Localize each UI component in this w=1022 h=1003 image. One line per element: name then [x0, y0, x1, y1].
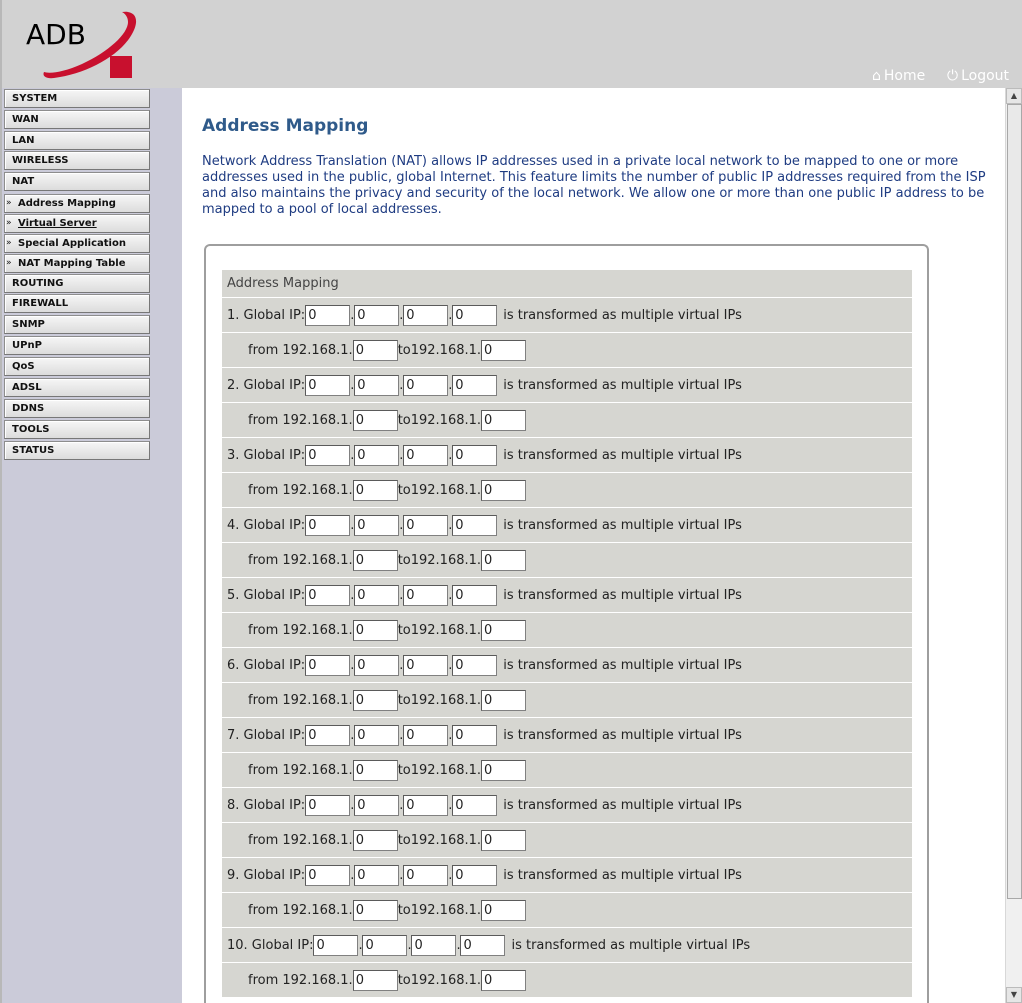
global-ip-2-octet-1-input[interactable] — [305, 375, 350, 396]
submenu-arrow-icon: » — [6, 218, 12, 228]
ip-dot-separator: . — [448, 447, 453, 463]
local-range-8-from-input[interactable] — [353, 830, 398, 851]
local-range-1-from-input[interactable] — [353, 340, 398, 361]
to-label: to192.168.1. — [397, 482, 482, 498]
global-ip-row-3 — [222, 438, 912, 473]
from-label: from 192.168.1. — [248, 342, 353, 358]
sidebar-item-virtual-server[interactable] — [4, 214, 150, 233]
local-range-2-to-input[interactable] — [481, 410, 526, 431]
global-ip-4-octet-4-input[interactable] — [452, 515, 497, 536]
global-ip-label: 7. Global IP: — [227, 727, 306, 743]
local-range-row-9 — [222, 893, 912, 928]
local-range-3-to-input[interactable] — [481, 480, 526, 501]
sidebar-item-label: WAN — [12, 114, 39, 125]
global-ip-5-octet-1-input[interactable] — [305, 585, 350, 606]
sidebar-item-system[interactable] — [4, 89, 150, 108]
from-label: from 192.168.1. — [248, 692, 353, 708]
svg-text:ADB: ADB — [26, 18, 86, 51]
ip-dot-separator: . — [350, 587, 355, 603]
ip-dot-separator: . — [399, 797, 404, 813]
ip-dot-separator: . — [448, 307, 453, 323]
global-ip-label: 5. Global IP: — [227, 587, 306, 603]
address-mapping-table — [222, 270, 912, 998]
local-range-5-from-input[interactable] — [353, 620, 398, 641]
sidebar-item-upnp[interactable] — [4, 336, 150, 355]
sidebar-item-label: SNMP — [12, 319, 45, 330]
transform-description: is transformed as multiple virtual IPs — [503, 587, 742, 603]
global-ip-7-octet-2-input[interactable] — [354, 725, 399, 746]
global-ip-row-4 — [222, 508, 912, 543]
global-ip-row-1 — [222, 298, 912, 333]
transform-description: is transformed as multiple virtual IPs — [503, 447, 742, 463]
global-ip-label: 1. Global IP: — [227, 307, 306, 323]
sidebar-item-nat-mapping-table[interactable] — [4, 254, 150, 273]
ip-dot-separator: . — [399, 867, 404, 883]
sidebar-item-label: ROUTING — [12, 278, 64, 289]
global-ip-2-octet-3-input[interactable] — [403, 375, 448, 396]
ip-dot-separator: . — [350, 867, 355, 883]
ip-dot-separator: . — [399, 657, 404, 673]
local-range-row-4 — [222, 543, 912, 578]
local-range-2-from-input[interactable] — [353, 410, 398, 431]
transform-description: is transformed as multiple virtual IPs — [503, 797, 742, 813]
global-ip-9-octet-1-input[interactable] — [305, 865, 350, 886]
from-label: from 192.168.1. — [248, 762, 353, 778]
global-ip-8-octet-2-input[interactable] — [354, 795, 399, 816]
sidebar-item-address-mapping[interactable] — [4, 194, 150, 213]
local-range-6-from-input[interactable] — [353, 690, 398, 711]
home-icon: ⌂ — [872, 68, 881, 84]
global-ip-8-octet-3-input[interactable] — [403, 795, 448, 816]
local-range-10-to-input[interactable] — [481, 970, 526, 991]
home-link[interactable] — [872, 68, 925, 84]
page-title: Address Mapping — [202, 116, 369, 136]
global-ip-label: 8. Global IP: — [227, 797, 306, 813]
local-range-1-to-input[interactable] — [481, 340, 526, 361]
power-icon: ⏻ — [947, 68, 959, 84]
global-ip-label: 10. Global IP: — [227, 937, 314, 953]
sidebar-item-label: Special Application — [18, 238, 126, 249]
local-range-row-7 — [222, 753, 912, 788]
sidebar-item-label: Virtual Server — [18, 218, 97, 229]
header — [0, 0, 1022, 88]
sidebar-item-nat[interactable] — [4, 172, 150, 191]
sidebar-item-label: ADSL — [12, 382, 42, 393]
global-ip-4-octet-1-input[interactable] — [305, 515, 350, 536]
global-ip-1-octet-4-input[interactable] — [452, 305, 497, 326]
main-content — [182, 88, 1005, 1003]
to-label: to192.168.1. — [397, 622, 482, 638]
global-ip-row-6 — [222, 648, 912, 683]
global-ip-4-octet-2-input[interactable] — [354, 515, 399, 536]
sidebar-item-special-application[interactable] — [4, 234, 150, 253]
local-range-8-to-input[interactable] — [481, 830, 526, 851]
transform-description: is transformed as multiple virtual IPs — [503, 867, 742, 883]
global-ip-10-octet-2-input[interactable] — [362, 935, 407, 956]
local-range-9-from-input[interactable] — [353, 900, 398, 921]
global-ip-1-octet-2-input[interactable] — [354, 305, 399, 326]
sidebar-item-wan[interactable] — [4, 110, 150, 129]
global-ip-7-octet-3-input[interactable] — [403, 725, 448, 746]
sidebar-item-tools[interactable] — [4, 420, 150, 439]
global-ip-6-octet-2-input[interactable] — [354, 655, 399, 676]
address-mapping-panel — [204, 244, 929, 1003]
ip-dot-separator: . — [399, 517, 404, 533]
ip-dot-separator: . — [350, 447, 355, 463]
sidebar-item-label: LAN — [12, 135, 35, 146]
local-range-6-to-input[interactable] — [481, 690, 526, 711]
sidebar-item-label: TOOLS — [12, 424, 50, 435]
global-ip-5-octet-2-input[interactable] — [354, 585, 399, 606]
local-range-7-from-input[interactable] — [353, 760, 398, 781]
transform-description: is transformed as multiple virtual IPs — [503, 307, 742, 323]
sidebar-item-label: NAT Mapping Table — [18, 258, 126, 269]
ip-dot-separator: . — [399, 447, 404, 463]
global-ip-9-octet-2-input[interactable] — [354, 865, 399, 886]
sidebar-item-label: QoS — [12, 361, 35, 372]
ip-dot-separator: . — [448, 797, 453, 813]
local-range-row-10 — [222, 963, 912, 998]
global-ip-6-octet-1-input[interactable] — [305, 655, 350, 676]
ip-dot-separator: . — [350, 517, 355, 533]
local-range-row-1 — [222, 333, 912, 368]
global-ip-label: 3. Global IP: — [227, 447, 306, 463]
global-ip-row-7 — [222, 718, 912, 753]
global-ip-6-octet-4-input[interactable] — [452, 655, 497, 676]
submenu-arrow-icon: » — [6, 238, 12, 248]
to-label: to192.168.1. — [397, 902, 482, 918]
global-ip-5-octet-3-input[interactable] — [403, 585, 448, 606]
to-label: to192.168.1. — [397, 832, 482, 848]
transform-description: is transformed as multiple virtual IPs — [503, 727, 742, 743]
local-range-4-from-input[interactable] — [353, 550, 398, 571]
global-ip-8-octet-4-input[interactable] — [452, 795, 497, 816]
global-ip-1-octet-1-input[interactable] — [305, 305, 350, 326]
global-ip-3-octet-3-input[interactable] — [403, 445, 448, 466]
local-range-row-6 — [222, 683, 912, 718]
ip-dot-separator: . — [350, 797, 355, 813]
global-ip-3-octet-1-input[interactable] — [305, 445, 350, 466]
local-range-row-8 — [222, 823, 912, 858]
sidebar-item-adsl[interactable] — [4, 378, 150, 397]
global-ip-9-octet-4-input[interactable] — [452, 865, 497, 886]
sidebar-item-snmp[interactable] — [4, 315, 150, 334]
sidebar-item-label: FIREWALL — [12, 298, 69, 309]
to-label: to192.168.1. — [397, 692, 482, 708]
ip-dot-separator: . — [399, 587, 404, 603]
ip-dot-separator: . — [399, 377, 404, 393]
from-label: from 192.168.1. — [248, 552, 353, 568]
sidebar-item-label: Address Mapping — [18, 198, 116, 209]
global-ip-label: 6. Global IP: — [227, 657, 306, 673]
local-range-5-to-input[interactable] — [481, 620, 526, 641]
global-ip-row-10 — [222, 928, 912, 963]
global-ip-1-octet-3-input[interactable] — [403, 305, 448, 326]
table-header: Address Mapping — [222, 270, 912, 298]
scroll-up-arrow-icon[interactable]: ▲ — [1006, 88, 1022, 104]
global-ip-6-octet-3-input[interactable] — [403, 655, 448, 676]
ip-dot-separator: . — [448, 517, 453, 533]
sidebar-item-status[interactable] — [4, 441, 150, 460]
local-range-9-to-input[interactable] — [481, 900, 526, 921]
ip-dot-separator: . — [350, 307, 355, 323]
from-label: from 192.168.1. — [248, 412, 353, 428]
sidebar-item-wireless[interactable] — [4, 151, 150, 170]
adb-logo — [24, 8, 142, 82]
ip-dot-separator: . — [448, 867, 453, 883]
to-label: to192.168.1. — [397, 762, 482, 778]
sidebar-item-lan[interactable] — [4, 131, 150, 150]
local-range-7-to-input[interactable] — [481, 760, 526, 781]
global-ip-3-octet-4-input[interactable] — [452, 445, 497, 466]
to-label: to192.168.1. — [397, 972, 482, 988]
local-range-4-to-input[interactable] — [481, 550, 526, 571]
from-label: from 192.168.1. — [248, 972, 353, 988]
global-ip-9-octet-3-input[interactable] — [403, 865, 448, 886]
sidebar-item-label: DDNS — [12, 403, 45, 414]
sidebar-item-label: WIRELESS — [12, 155, 69, 166]
global-ip-row-2 — [222, 368, 912, 403]
sidebar-item-label: SYSTEM — [12, 93, 58, 104]
to-label: to192.168.1. — [397, 552, 482, 568]
global-ip-7-octet-1-input[interactable] — [305, 725, 350, 746]
sidebar-item-label: UPnP — [12, 340, 42, 351]
logout-link[interactable] — [947, 68, 1009, 84]
global-ip-row-9 — [222, 858, 912, 893]
from-label: from 192.168.1. — [248, 482, 353, 498]
table-rows — [222, 298, 912, 998]
global-ip-row-8 — [222, 788, 912, 823]
transform-description: is transformed as multiple virtual IPs — [503, 377, 742, 393]
global-ip-10-octet-3-input[interactable] — [411, 935, 456, 956]
ip-dot-separator: . — [448, 657, 453, 673]
to-label: to192.168.1. — [397, 342, 482, 358]
ip-dot-separator: . — [399, 307, 404, 323]
transform-description: is transformed as multiple virtual IPs — [511, 937, 751, 953]
global-ip-4-octet-3-input[interactable] — [403, 515, 448, 536]
sidebar-item-qos[interactable] — [4, 357, 150, 376]
page-description: Network Address Translation (NAT) allows IP addresses used in a private local network to be mapped to one or more addresses used in the public, global Internet. This feature limits the number of public IP addresses required from the ISP and also maintains the privacy and security of the local network. We allow one or more than one public IP address to be mapped to a pool of local addresses. — [202, 154, 986, 217]
transform-description: is transformed as multiple virtual IPs — [503, 517, 742, 533]
sidebar-item-label: STATUS — [12, 445, 55, 456]
ip-dot-separator: . — [448, 377, 453, 393]
global-ip-8-octet-1-input[interactable] — [305, 795, 350, 816]
local-range-row-3 — [222, 473, 912, 508]
ip-dot-separator: . — [407, 937, 412, 953]
home-label: Home — [883, 68, 926, 84]
to-label: to192.168.1. — [397, 412, 482, 428]
ip-dot-separator: . — [456, 937, 461, 953]
global-ip-5-octet-4-input[interactable] — [452, 585, 497, 606]
scroll-thumb[interactable] — [1007, 104, 1022, 899]
ip-dot-separator: . — [448, 587, 453, 603]
submenu-arrow-icon: » — [6, 198, 12, 208]
global-ip-2-octet-2-input[interactable] — [354, 375, 399, 396]
local-range-row-2 — [222, 403, 912, 438]
sidebar — [0, 88, 182, 1003]
ip-dot-separator: . — [448, 727, 453, 743]
global-ip-10-octet-4-input[interactable] — [460, 935, 505, 956]
from-label: from 192.168.1. — [248, 832, 353, 848]
ip-dot-separator: . — [350, 657, 355, 673]
ip-dot-separator: . — [358, 937, 363, 953]
global-ip-label: 4. Global IP: — [227, 517, 306, 533]
local-range-10-from-input[interactable] — [353, 970, 398, 991]
transform-description: is transformed as multiple virtual IPs — [503, 657, 742, 673]
vertical-scrollbar[interactable] — [1005, 88, 1022, 1003]
global-ip-row-5 — [222, 578, 912, 613]
from-label: from 192.168.1. — [248, 902, 353, 918]
from-label: from 192.168.1. — [248, 622, 353, 638]
global-ip-10-octet-1-input[interactable] — [313, 935, 358, 956]
sidebar-item-firewall[interactable] — [4, 294, 150, 313]
sidebar-item-routing[interactable] — [4, 274, 150, 293]
global-ip-2-octet-4-input[interactable] — [452, 375, 497, 396]
submenu-arrow-icon: » — [6, 258, 12, 268]
global-ip-3-octet-2-input[interactable] — [354, 445, 399, 466]
scroll-down-arrow-icon[interactable]: ▼ — [1006, 987, 1022, 1003]
local-range-3-from-input[interactable] — [353, 480, 398, 501]
local-range-row-5 — [222, 613, 912, 648]
ip-dot-separator: . — [399, 727, 404, 743]
logout-label: Logout — [961, 68, 1010, 84]
global-ip-label: 9. Global IP: — [227, 867, 306, 883]
ip-dot-separator: . — [350, 377, 355, 393]
ip-dot-separator: . — [350, 727, 355, 743]
global-ip-label: 2. Global IP: — [227, 377, 306, 393]
sidebar-item-label: NAT — [12, 176, 35, 187]
sidebar-item-ddns[interactable] — [4, 399, 150, 418]
global-ip-7-octet-4-input[interactable] — [452, 725, 497, 746]
